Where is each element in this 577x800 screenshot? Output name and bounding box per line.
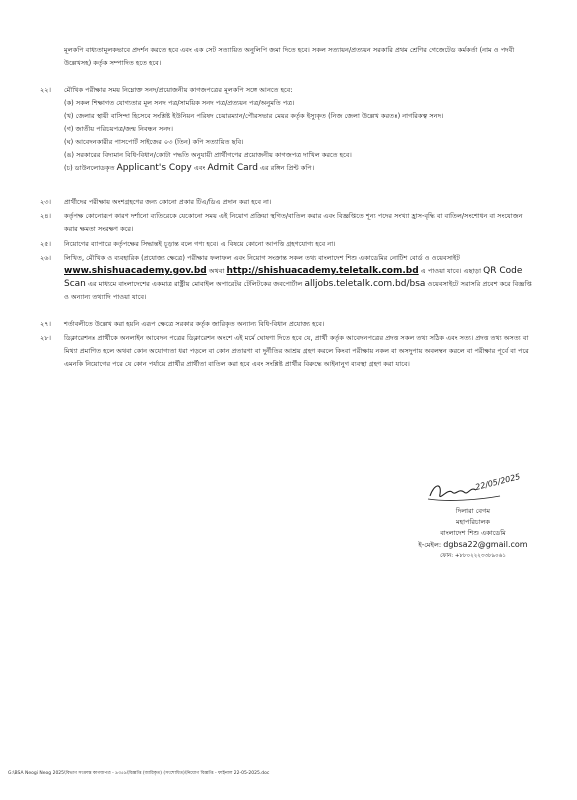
sub-item-text: (চ) ডাউনলোডকৃত xyxy=(64,164,117,172)
clause-number: ২৮। xyxy=(40,334,51,342)
sub-item-gha: (ঘ) আবেদনকারীর পাসপোর্ট সাইজের ০৩ (তিন) কপি সত্যায়িত ছবি। xyxy=(64,138,244,146)
sub-item-ga: (গ) জাতীয় পরিচয়পত্র/জন্ম নিবন্ধন সনদ। xyxy=(64,125,174,133)
signatory-name: দিলারা বেগম xyxy=(455,507,491,515)
applicant-copy-label: Applicant's Copy xyxy=(116,163,192,173)
clause-22 xyxy=(40,84,536,175)
sub-item-text: এবং xyxy=(191,164,208,172)
clause-24 xyxy=(40,210,536,236)
sub-item-ka: (ক) সকল শিক্ষাগত যোগ্যতার মূল সনদ পত্র/সাময়িক সনদ পত্র/প্রত্যয়ন পত্র/অনুমতি পত্র। xyxy=(64,99,295,107)
signatory-org: বাংলাদেশ শিশু একাডেমি xyxy=(440,529,506,537)
email-address: dgbsa22@gmail.com xyxy=(443,540,528,549)
phone-label: ফোন: xyxy=(440,553,454,559)
clause-26 xyxy=(40,252,536,304)
website-link-gov[interactable]: www.shishuacademy.gov.bd xyxy=(64,266,207,276)
sub-item-text: এর রঙ্গিন প্রিন্ট কপি। xyxy=(257,164,315,172)
clause-number: ২৭। xyxy=(40,320,51,328)
clause-text-part: লিখিত, মৌখিক ও ব্যবহারিক (প্রযোজ্য ক্ষেত্রে) পরীক্ষার ফলাফল এবং নিয়োগ সংক্রান্ত সকল তথ্য বাংলাদেশ শিশু একাডেমির নোটিশ বোর্ড ও ওয়েবসাইট xyxy=(64,254,460,262)
clause-number: ২৩। xyxy=(40,198,51,206)
file-path-footer: G:\BSA Neogi Neog 2025\বিভাগ সংক্রান্ত কাগজপত্র - ৯৩৫৯\বিজ্ঞপ্তি (জারিকৃত) (সংশোধিত)\নিয়োগ বিজ্ঞপ্তি - ফাইনাল 22-05-2025.doc xyxy=(8,771,270,776)
admit-card-label: Admit Card xyxy=(207,163,258,173)
clause-number: ২২। xyxy=(40,86,51,94)
clause-text xyxy=(64,252,536,304)
clause-text: নিয়োগের ব্যাপারে কর্তৃপক্ষের সিদ্ধান্তই চূড়ান্ত বলে গণ্য হবে। এ বিষয়ে কোনো আপত্তি গ্রহণযোগ্য হবে না। xyxy=(64,240,336,248)
clause-23 xyxy=(40,196,536,209)
jobportal-url: alljobs.teletalk.com.bd/bsa xyxy=(304,279,426,289)
signature-date: 22/05/2025 xyxy=(474,472,522,492)
signature-block xyxy=(388,480,558,562)
signatory-email xyxy=(388,539,558,551)
clause-25 xyxy=(40,238,536,251)
website-link-teletalk[interactable]: http://shishuacademy.teletalk.com.bd xyxy=(226,266,419,276)
clause-text: প্রার্থীদের পরীক্ষায় অংশগ্রহণের জন্য কোনো প্রকার টিএ/ডিএ প্রদান করা হবে না। xyxy=(64,198,272,206)
clause-number: ২৪। xyxy=(40,212,51,220)
clause-text: ডিক্লারেশনঃ প্রার্থীকে অনলাইন আবেদন পত্রের ডিক্লারেশন অংশে এই মর্মে ঘোষণা দিতে হবে যে, প্রার্থী কর্তৃক আবেদনপত্রের প্রদত্ত সকল তথ্য সঠিক এবং সত্য। প্রদত্ত তথ্য অসত্য বা মিথ্যা প্রমাণিত হলে অথবা কোন অযোগ্যতা ধরা পড়লে বা কোন প্রতারণা বা দুর্নীতির আশ্রয় গ্রহণ করলে কিংবা পরীক্ষায় নকল বা অসদুপায় অবলম্বন করলে বা পরীক্ষার পূর্বে বা পরে এমনকি নিয়োগের পরে যে কোন পর্যায়ে প্রার্থীর প্রার্থীতা বাতিল করা হবে এবং সংশ্লিষ্ট প্রার্থীর বিরুদ্ধে আইনানুগ ব্যবস্থা গ্রহণ করা যাবে। xyxy=(64,334,529,368)
clause-text-part: ওয়েবসাইটে সরাসরি প্রবেশ করে বিজ্ঞপ্তি ও অন্যান্য তথ্যাদি পাওয়া যাবে। xyxy=(64,280,532,301)
clause-27 xyxy=(40,318,536,331)
clause-text-part: এ পাওয়া যাবে। এছাড়া xyxy=(418,267,484,275)
clause-text: কর্তৃপক্ষ কোনোরূপ কারণ দর্শানো ব্যতিরেকে যেকোনো সময় এই নিয়োগ প্রক্রিয়া স্থগিত/বাতিল করার এবং বিজ্ঞপ্তিতে শূন্য পদের সংখ্যা হ্রাস-বৃদ্ধি বা বাতিল/সংশোধন বা সংযোজন করার ক্ষমতা সংরক্ষণ করে। xyxy=(64,212,523,233)
clause-number: ২৬। xyxy=(40,254,51,262)
clause-text-part: অথবা xyxy=(206,267,227,275)
clause-28 xyxy=(40,332,536,371)
signatory-phone xyxy=(388,551,558,562)
sub-item-cha xyxy=(64,162,536,175)
email-label: ই-মেইল: xyxy=(418,541,442,549)
clause-text: শর্তাবলীতে উল্লেখ করা হয়নি এরূপ ক্ষেত্রে সরকার কর্তৃক জারিকৃত অন্যান্য বিধি-বিধান প্রযোজ্য হবে। xyxy=(64,320,325,328)
sub-item-umo: (ঙ) সরকারের বিদ্যমান বিধি-বিধান/কোটা পদ্ধতি অনুযায়ী প্রার্থীগণের প্রয়োজনীয় কাগজপত্র দাখিল করতে হবে। xyxy=(64,151,352,159)
clause-text-part: এর মাধ্যমে বাংলাদেশের একমাত্র রাষ্ট্রীয় মোবাইল অপারেটর টেলিটকের জবপোর্টাল xyxy=(85,280,305,288)
clause-text: মৌখিক পরীক্ষার সময় নিম্নোক্ত সনদ/প্রয়োজনীয় কাগজপত্রের মূলকপি সঙ্গে আনতে হবে: xyxy=(64,86,293,94)
phone-number: +৮৮০২২২৩৩৮৯০৬১ xyxy=(454,553,506,559)
qr-code-scan-label: QR Code Scan xyxy=(64,266,523,289)
intro-paragraph: মূলকপি বাধ্যতামূলকভাবে প্রদর্শন করতে হবে এবং এক সেট সত্যায়িত অনুলিপি জমা দিতে হবে। সকল সত্যায়ন/প্রত্যয়ন সরকারি প্রথম শ্রেণির গেজেটেড কর্মকর্তা (নাম ও পদবী উল্লেখসহ) কর্তৃক সম্পাদিত হতে হবে। xyxy=(64,46,515,67)
sub-item-kha: (খ) জেলার স্থায়ী বাসিন্দা হিসেবে সংশ্লিষ্ট ইউনিয়ন পরিষদ চেয়ারম্যান/পৌরসভার মেয়র কর্তৃক ইস্যুকৃত (নিজ জেলা উল্লেখ করতঃ) নাগরিকত্ব সনদ। xyxy=(64,112,444,120)
clause-number: ২৫। xyxy=(40,240,51,248)
signatory-title: মহাপরিচালক xyxy=(455,518,491,526)
